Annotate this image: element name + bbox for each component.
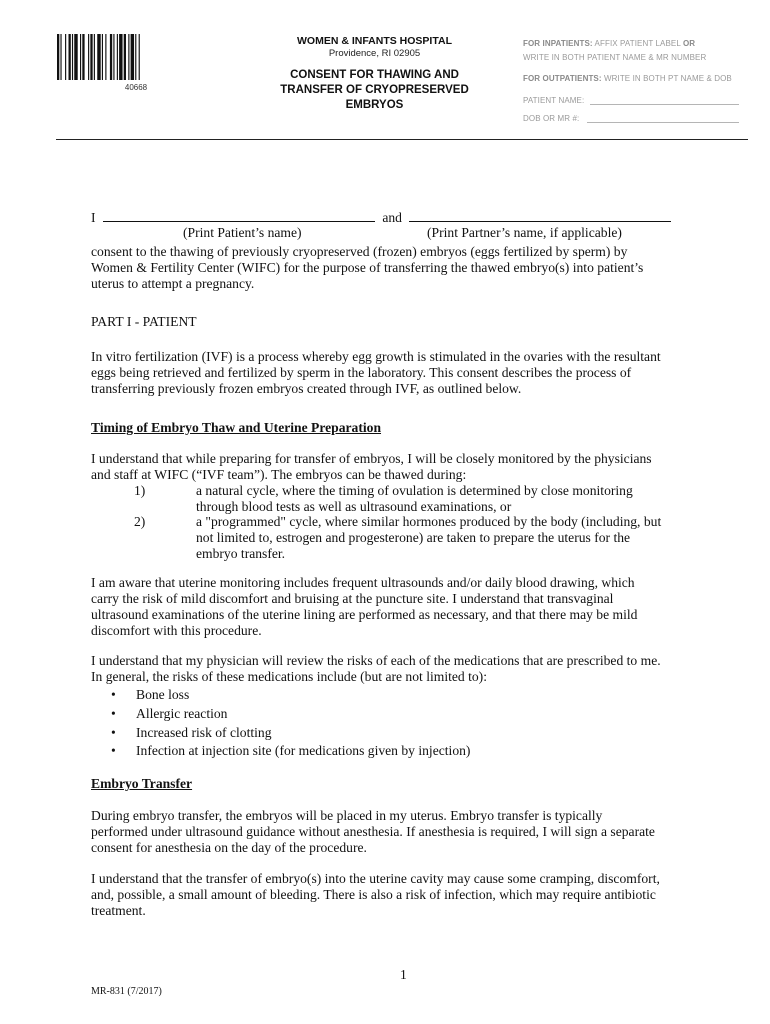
form-title-line: CONSENT FOR THAWING AND [290, 69, 459, 81]
outpatient-label-text: WRITE IN BOTH PT NAME & DOB [603, 74, 732, 83]
risk-item: Allergic reaction [136, 706, 228, 721]
text-line: In general, the risks of these medications include (but are not limited to): [91, 669, 487, 684]
text-line: discomfort with this procedure. [91, 623, 262, 638]
patient-name-blank[interactable] [103, 208, 375, 222]
text-line: I understand that the transfer of embryo(s) into the uterine cavity may cause some cramping, discomfort, [91, 871, 660, 886]
transfer-heading: Embryo Transfer [91, 776, 193, 791]
text-line: I understand that my physician will review the risks of each of the medications that are prescribed to me. [91, 653, 661, 668]
bullet-icon: • [111, 725, 116, 740]
form-title [262, 68, 487, 113]
page-number: 1 [400, 967, 407, 982]
transfer-paragraph-2 [91, 871, 731, 919]
text-line: performed under ultrasound guidance without anesthesia. If anesthesia is required, I will sign a separate [91, 824, 655, 839]
text-line: not limited to, estrogen and progesterone) are taken to prepare the uterus for the [196, 530, 631, 545]
text-line: consent for anesthesia on the day of the procedure. [91, 840, 367, 855]
patient-name-caption: (Print Patient’s name) [183, 225, 302, 240]
i-word: I [91, 210, 96, 225]
inpatient-label [523, 39, 695, 48]
text-line: I understand that while preparing for transfer of embryos, I will be closely monitored by the physicians [91, 451, 652, 466]
timing-paragraph-1 [91, 451, 731, 483]
text-line: transferring previously frozen embryos created through IVF, as outlined below. [91, 381, 522, 396]
timing-paragraph-3 [91, 653, 731, 685]
patient-name-field[interactable] [590, 104, 739, 105]
outpatient-label [523, 74, 732, 83]
inpatient-label-bold: FOR INPATIENTS: [523, 39, 593, 48]
bullet-icon: • [111, 743, 116, 758]
text-line: During embryo transfer, the embryos will be placed in my uterus. Embryo transfer is typically [91, 808, 603, 823]
form-title-line: EMBRYOS [345, 99, 404, 111]
text-line: consent to the thawing of previously cryopreserved (frozen) embryos (eggs fertilized by sperm) by [91, 244, 628, 259]
list-number: 2) [134, 514, 146, 529]
text-line: I am aware that uterine monitoring includes frequent ultrasounds and/or daily blood drawing, which [91, 575, 635, 590]
text-line: ultrasound examinations of the uterine lining are performed as necessary, and that there may be mild [91, 607, 638, 622]
text-line: a natural cycle, where the timing of ovulation is determined by close monitoring [196, 483, 633, 498]
ivf-paragraph [91, 349, 731, 397]
text-line: treatment. [91, 903, 146, 918]
text-line: eggs being retrieved and fertilized by sperm in the laboratory. This consent describes the process of [91, 365, 632, 380]
risk-item: Increased risk of clotting [136, 725, 272, 740]
consent-paragraph [91, 244, 731, 292]
inpatient-or: OR [682, 39, 696, 48]
barcode [56, 34, 216, 80]
inpatient-label-line2: WRITE IN BOTH PATIENT NAME & MR NUMBER [523, 53, 707, 62]
risk-item: Bone loss [136, 687, 190, 702]
risk-item: Infection at injection site (for medications given by injection) [136, 743, 471, 758]
text-line: In vitro fertilization (IVF) is a process whereby egg growth is stimulated in the ovaries with the resultant [91, 349, 661, 364]
barcode-number: 40668 [124, 83, 148, 92]
text-line: Women & Fertility Center (WIFC) for the purpose of transferring the thawed embryo(s) into patient’s [91, 260, 644, 275]
part1-heading: PART I - PATIENT [91, 314, 197, 329]
form-title-line: TRANSFER OF CRYOPRESERVED [280, 84, 469, 96]
list-item [196, 514, 661, 562]
timing-heading: Timing of Embryo Thaw and Uterine Preparation [91, 420, 382, 435]
text-line: a "programmed" cycle, where similar hormones produced by the body (including, but [196, 514, 662, 529]
consent-names-line [91, 208, 731, 226]
bullet-icon: • [111, 687, 116, 702]
bullet-icon: • [111, 706, 116, 721]
dob-mr-field[interactable] [587, 122, 739, 123]
hospital-name: WOMEN & INFANTS HOSPITAL [297, 35, 452, 47]
list-number: 1) [134, 483, 146, 498]
text-line: uterus to attempt a pregnancy. [91, 276, 255, 291]
dob-mr-label: DOB OR MR #: [523, 114, 580, 123]
text-line: and staff at WIFC (“IVF team”). The embryos can be thawed during: [91, 467, 467, 482]
and-word: and [382, 210, 402, 225]
partner-name-caption: (Print Partner’s name, if applicable) [427, 225, 622, 240]
transfer-paragraph-1 [91, 808, 731, 856]
outpatient-label-bold: FOR OUTPATIENTS: [523, 74, 602, 83]
header-divider [56, 139, 748, 140]
form-code: MR-831 (7/2017) [91, 986, 162, 997]
text-line: through blood tests as well as ultrasound examinations, or [196, 499, 512, 514]
text-line: carry the risk of mild discomfort and bruising at the puncture site. I understand that transvaginal [91, 591, 614, 606]
list-item [196, 483, 633, 515]
inpatient-label-text: AFFIX PATIENT LABEL [594, 39, 681, 48]
hospital-location: Providence, RI 02905 [328, 48, 421, 59]
partner-name-blank[interactable] [409, 208, 671, 222]
text-line: embryo transfer. [196, 546, 286, 561]
patient-name-label: PATIENT NAME: [523, 96, 585, 105]
text-line: and, possible, a small amount of bleeding. There is also a risk of infection, which may require antibiotic [91, 887, 656, 902]
timing-paragraph-2 [91, 575, 731, 639]
